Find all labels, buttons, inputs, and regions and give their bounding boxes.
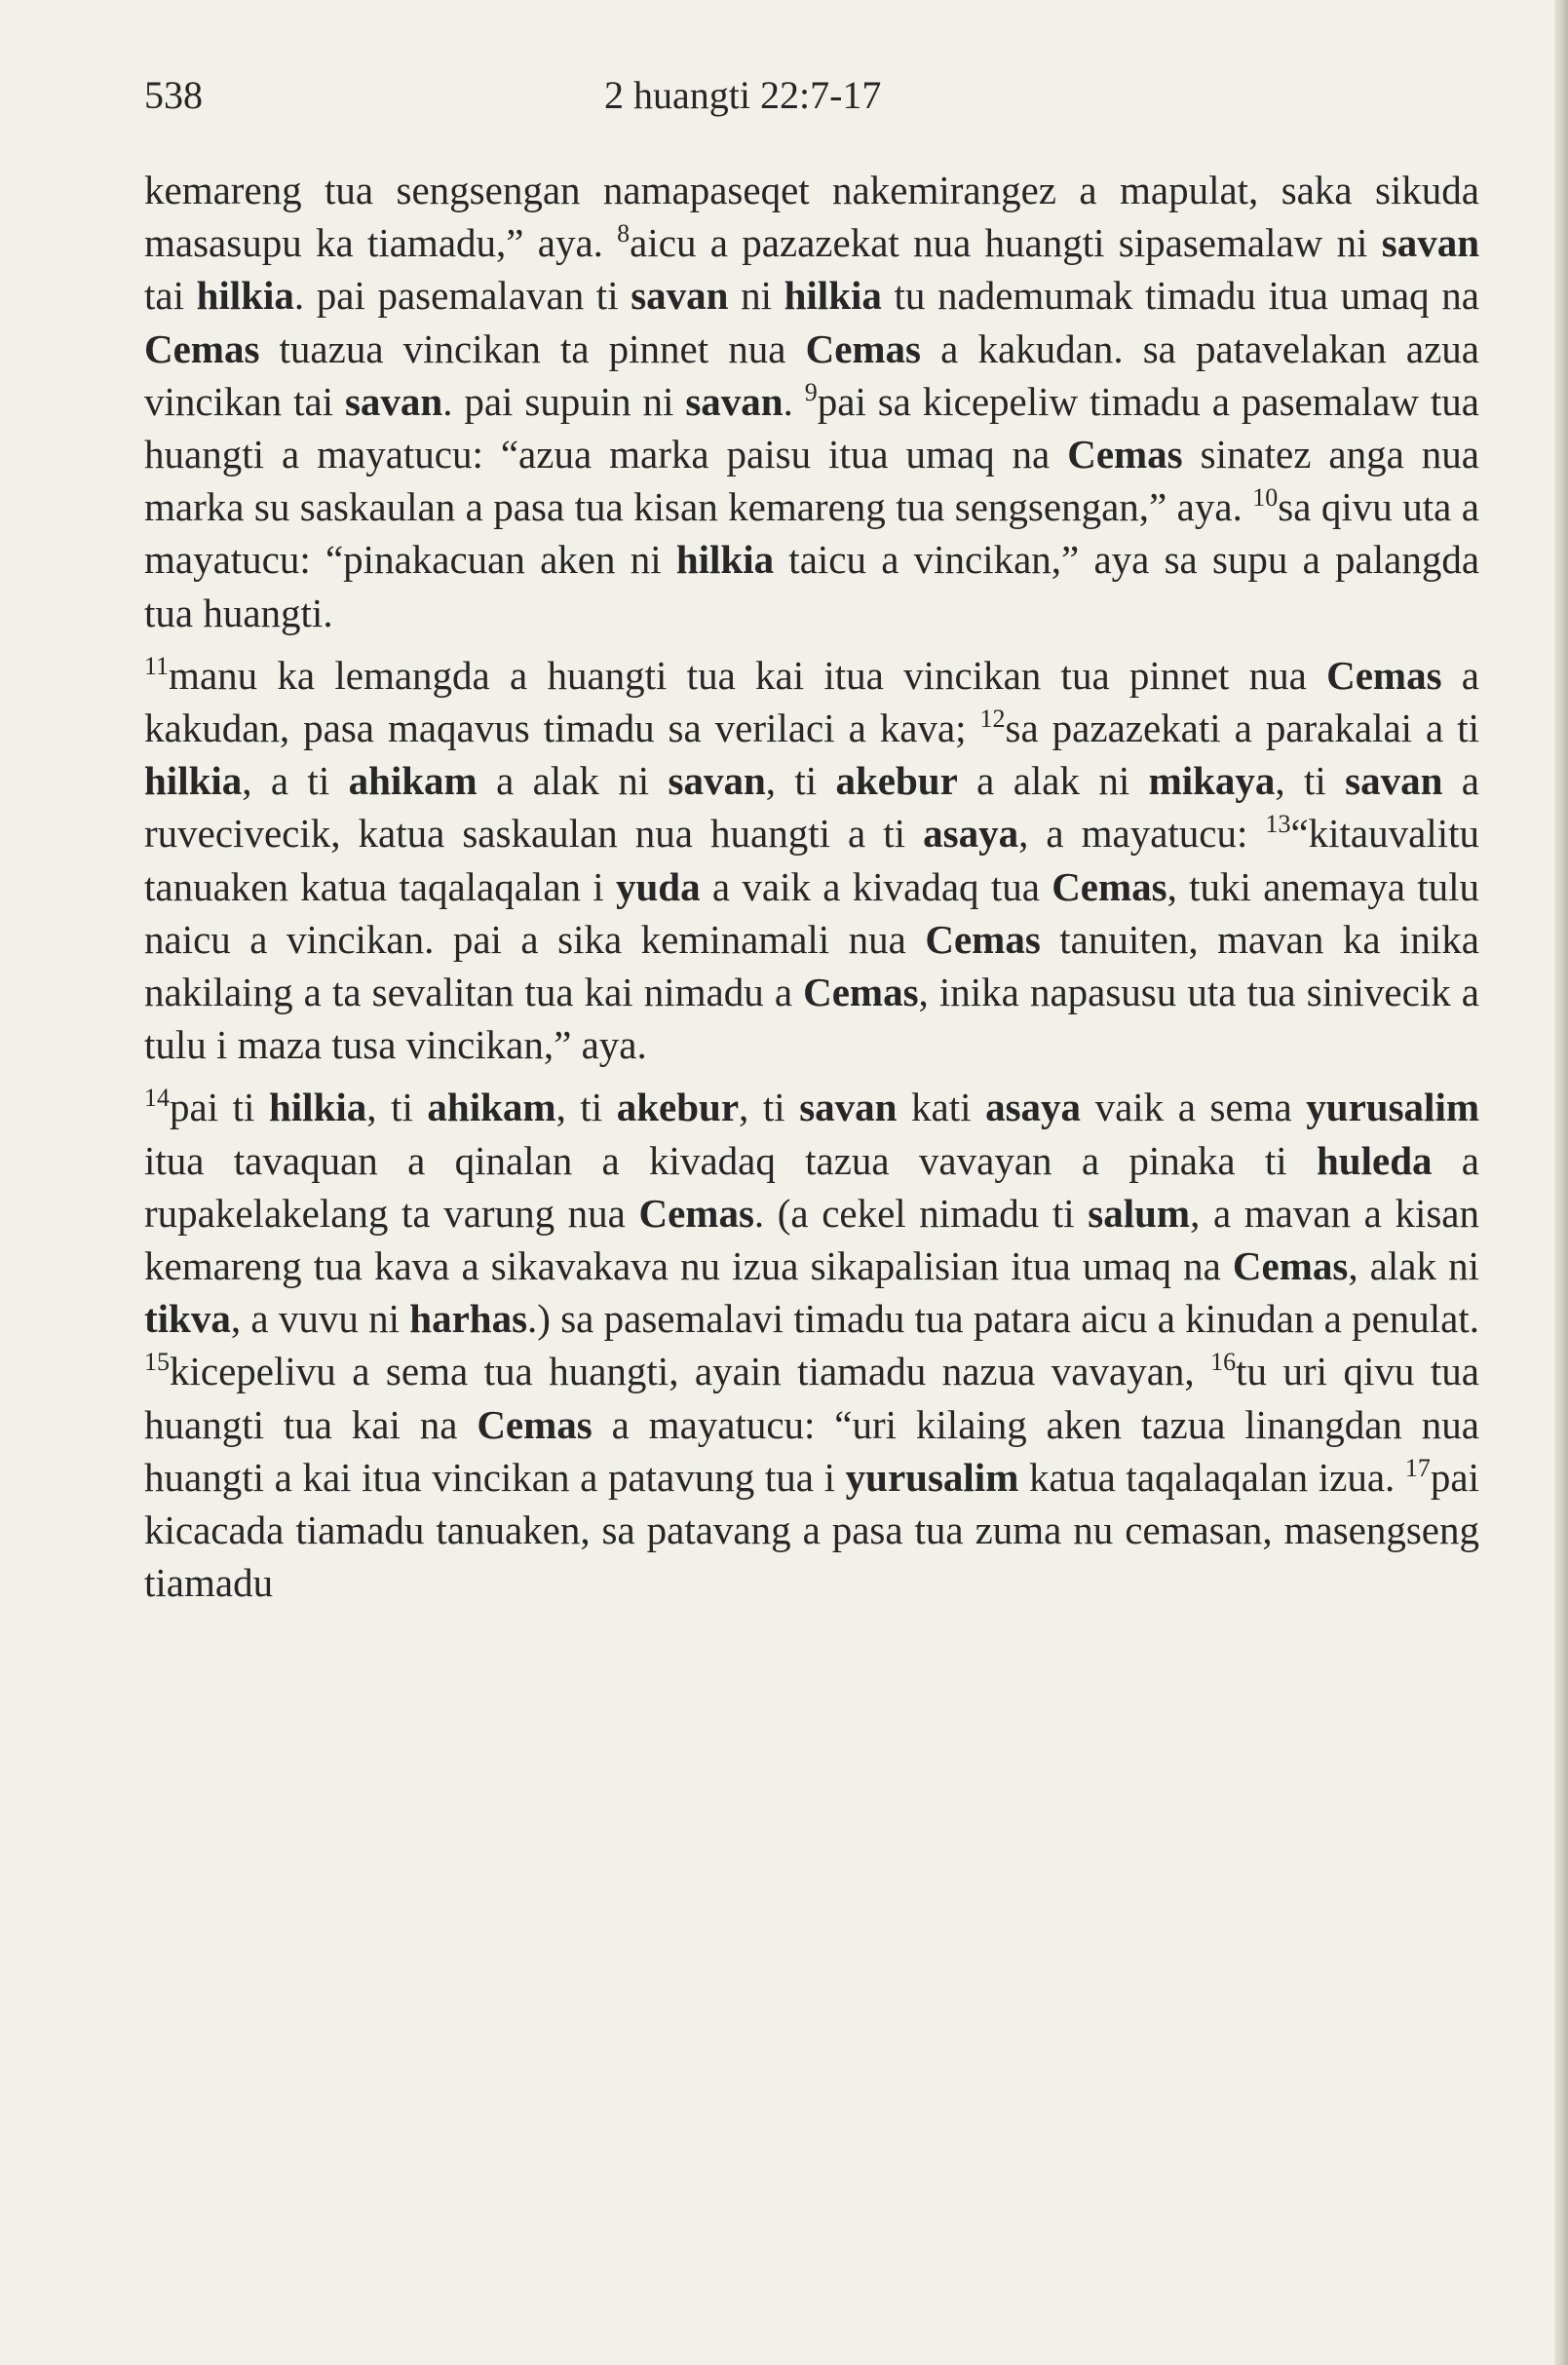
bold-name: Cemas <box>477 1401 593 1447</box>
bold-name: hilkia <box>268 1085 367 1130</box>
verse-text: pai sa kicepeliw timadu a pasemalaw tua huangti a mayatucu: “azua marka paisu itua umaq na <box>144 378 1479 477</box>
verse-text: sinatez anga nua marka su saskaulan a pasa tua kisan kemareng tua sengsengan,” aya. <box>144 432 1479 530</box>
verse-number: 14 <box>144 1084 170 1113</box>
verse-number: 10 <box>1252 483 1279 513</box>
verse-text: . (a cekel nimadu ti <box>753 1190 1089 1236</box>
verse <box>144 1349 1210 1393</box>
bold-name: Cemas <box>638 1190 754 1236</box>
verse-text: vaik a sema <box>1081 1085 1307 1130</box>
verse-text: a rupakelakelang ta varung nua <box>144 1137 1479 1236</box>
bold-name: hilkia <box>675 537 775 583</box>
verse-text: . pai pasemalavan ti <box>293 273 631 319</box>
bold-name: Cemas <box>803 970 919 1015</box>
running-head: 2 huangti 22:7-17 <box>604 73 882 117</box>
verse-number: 16 <box>1210 1348 1237 1377</box>
verse <box>144 1085 1479 1341</box>
bold-name: savan <box>1381 220 1479 266</box>
page-header <box>144 60 1479 119</box>
bold-name: salum <box>1088 1190 1191 1236</box>
bold-name: savan <box>685 378 784 424</box>
verse-text: a kakudan, pasa maqavus timadu sa verilaci a kava; <box>144 652 1479 751</box>
verse-text: , tuki anemaya tulu naicu a vincikan. pai a sika keminamali nua <box>144 863 1479 962</box>
verse-text: aicu a pazazekat nua huangti sipasemalaw ni <box>630 220 1382 266</box>
verse-text: itua tavaquan a qinalan a kivadaq tazua vavayan a pinaka ti <box>144 1137 1317 1183</box>
verse-text: a alak ni <box>477 758 669 804</box>
verse-text: pai ti <box>170 1085 269 1130</box>
verse-text: manu ka lemangda a huangti tua kai itua vincikan tua pinnet nua <box>169 652 1327 698</box>
verse-text: katua taqalaqalan izua. <box>1018 1454 1405 1500</box>
verse-text: , ti <box>739 1085 800 1130</box>
verse-text: , alak ni <box>1348 1243 1479 1289</box>
bold-name: hilkia <box>784 273 882 319</box>
bold-name: mikaya <box>1148 758 1276 804</box>
verse-text: a kakudan. sa patavelakan azua vincikan tai <box>144 325 1479 424</box>
bold-name: Cemas <box>144 325 260 371</box>
bold-name: huleda <box>1317 1137 1433 1183</box>
verse-number: 8 <box>617 219 631 248</box>
bold-name: asaya <box>923 811 1019 857</box>
bold-name: savan <box>1345 758 1443 804</box>
bold-name: savan <box>668 758 766 804</box>
verse-text: a alak ni <box>957 758 1149 804</box>
verse-text: , ti <box>555 1085 617 1130</box>
bold-name: hilkia <box>196 273 294 319</box>
bold-name: Cemas <box>925 916 1041 962</box>
verse-text: . <box>783 378 805 424</box>
bold-name: Cemas <box>1067 432 1183 477</box>
verse-text: .) sa pasemalavi timadu tua patara aicu a kinudan a penulat. <box>527 1296 1479 1342</box>
bold-name: ahikam <box>348 758 478 804</box>
bold-name: tikva <box>144 1296 231 1342</box>
bold-name: ahikam <box>427 1085 556 1130</box>
verse-text: kati <box>897 1085 986 1130</box>
verse-text: sa qivu uta a mayatucu: “pinakacuan aken ni <box>144 484 1479 583</box>
bold-name: Cemas <box>1052 863 1167 909</box>
bold-name: Cemas <box>1326 652 1442 698</box>
verse-text: tu uri qivu tua huangti tua kai na <box>144 1349 1479 1447</box>
verse-text: a mayatucu: “uri kilaing aken tazua linangdan nua huangti a kai itua vincikan a patavung tua i <box>144 1401 1479 1500</box>
bold-name: savan <box>799 1085 898 1130</box>
verse-text: taicu a vincikan,” aya sa supu a palangda tua huangti. <box>144 537 1480 635</box>
page-edge-shadow <box>1554 0 1568 2365</box>
bold-name: savan <box>631 273 729 319</box>
bold-name: yurusalim <box>845 1454 1019 1500</box>
verse-text: . pai supuin ni <box>442 378 686 424</box>
bold-name: Cemas <box>1232 1243 1349 1289</box>
verse-text: , a mavan a kisan kemareng tua kava a sikavakava nu izua sikapalisian itua umaq na <box>144 1190 1479 1289</box>
verse-text: kicepelivu a sema tua huangti, ayain tiamadu nazua vavayan, <box>170 1349 1211 1394</box>
bold-name: harhas <box>409 1296 528 1342</box>
bold-name: yuda <box>615 863 701 909</box>
bold-name: hilkia <box>144 758 243 804</box>
body-text <box>144 164 1479 1609</box>
verse-text: , a mayatucu: <box>1018 811 1266 857</box>
verse-text: “kitauvalitu tanuaken katua taqalaqalan i <box>144 811 1479 909</box>
verse-number: 12 <box>979 705 1006 734</box>
verse-text: tu nademumak timadu itua umaq na <box>881 273 1479 319</box>
verse-number: 17 <box>1404 1453 1431 1482</box>
bold-name: Cemas <box>805 325 922 371</box>
verse-text: , inika napasusu uta tua sinivecik a tulu i maza tusa vincikan,” aya. <box>144 970 1479 1068</box>
verse-text: , ti <box>1275 758 1346 804</box>
verse-text: tai <box>144 273 197 319</box>
verse-text: kemareng tua sengsengan namapaseqet nakemirangez a mapulat, saka sikuda masasupu ka tiamadu,” aya. <box>144 168 1479 266</box>
verse-number: 11 <box>144 651 170 680</box>
verse-text: pai kicacada tiamadu tanuaken, sa patavang a pasa tua zuma nu cemasan, masengseng tiamadu <box>144 1454 1479 1606</box>
verse-number: 13 <box>1265 810 1291 839</box>
verse-text: sa pazazekati a parakalai a ti <box>1005 706 1479 751</box>
verse-text: a ruvecivecik, katua saskaulan nua huangti a ti <box>144 758 1479 857</box>
bold-name: akebur <box>616 1085 740 1130</box>
bold-name: akebur <box>835 758 958 804</box>
verse-number: 15 <box>144 1348 170 1377</box>
verse-text: , a vuvu ni <box>230 1296 410 1342</box>
bold-name: savan <box>344 378 443 424</box>
verse-text: tuazua vincikan ta pinnet nua <box>259 325 806 371</box>
bold-name: yurusalim <box>1306 1085 1479 1130</box>
bold-name: asaya <box>985 1085 1082 1130</box>
paragraph <box>144 649 1479 1072</box>
paragraph <box>144 1081 1479 1609</box>
verse-text: ni <box>728 273 784 319</box>
paragraph <box>144 164 1479 639</box>
verse-text: tanuiten, mavan ka inika nakilaing a ta sevalitan tua kai nimadu a <box>144 916 1479 1015</box>
verse-text: , a ti <box>242 758 349 804</box>
verse-number: 9 <box>804 377 818 406</box>
verse-text: , ti <box>366 1085 428 1130</box>
verse-text: , ti <box>765 758 836 804</box>
verse-text: a vaik a kivadaq tua <box>700 863 1052 909</box>
page-number: 538 <box>144 73 203 117</box>
